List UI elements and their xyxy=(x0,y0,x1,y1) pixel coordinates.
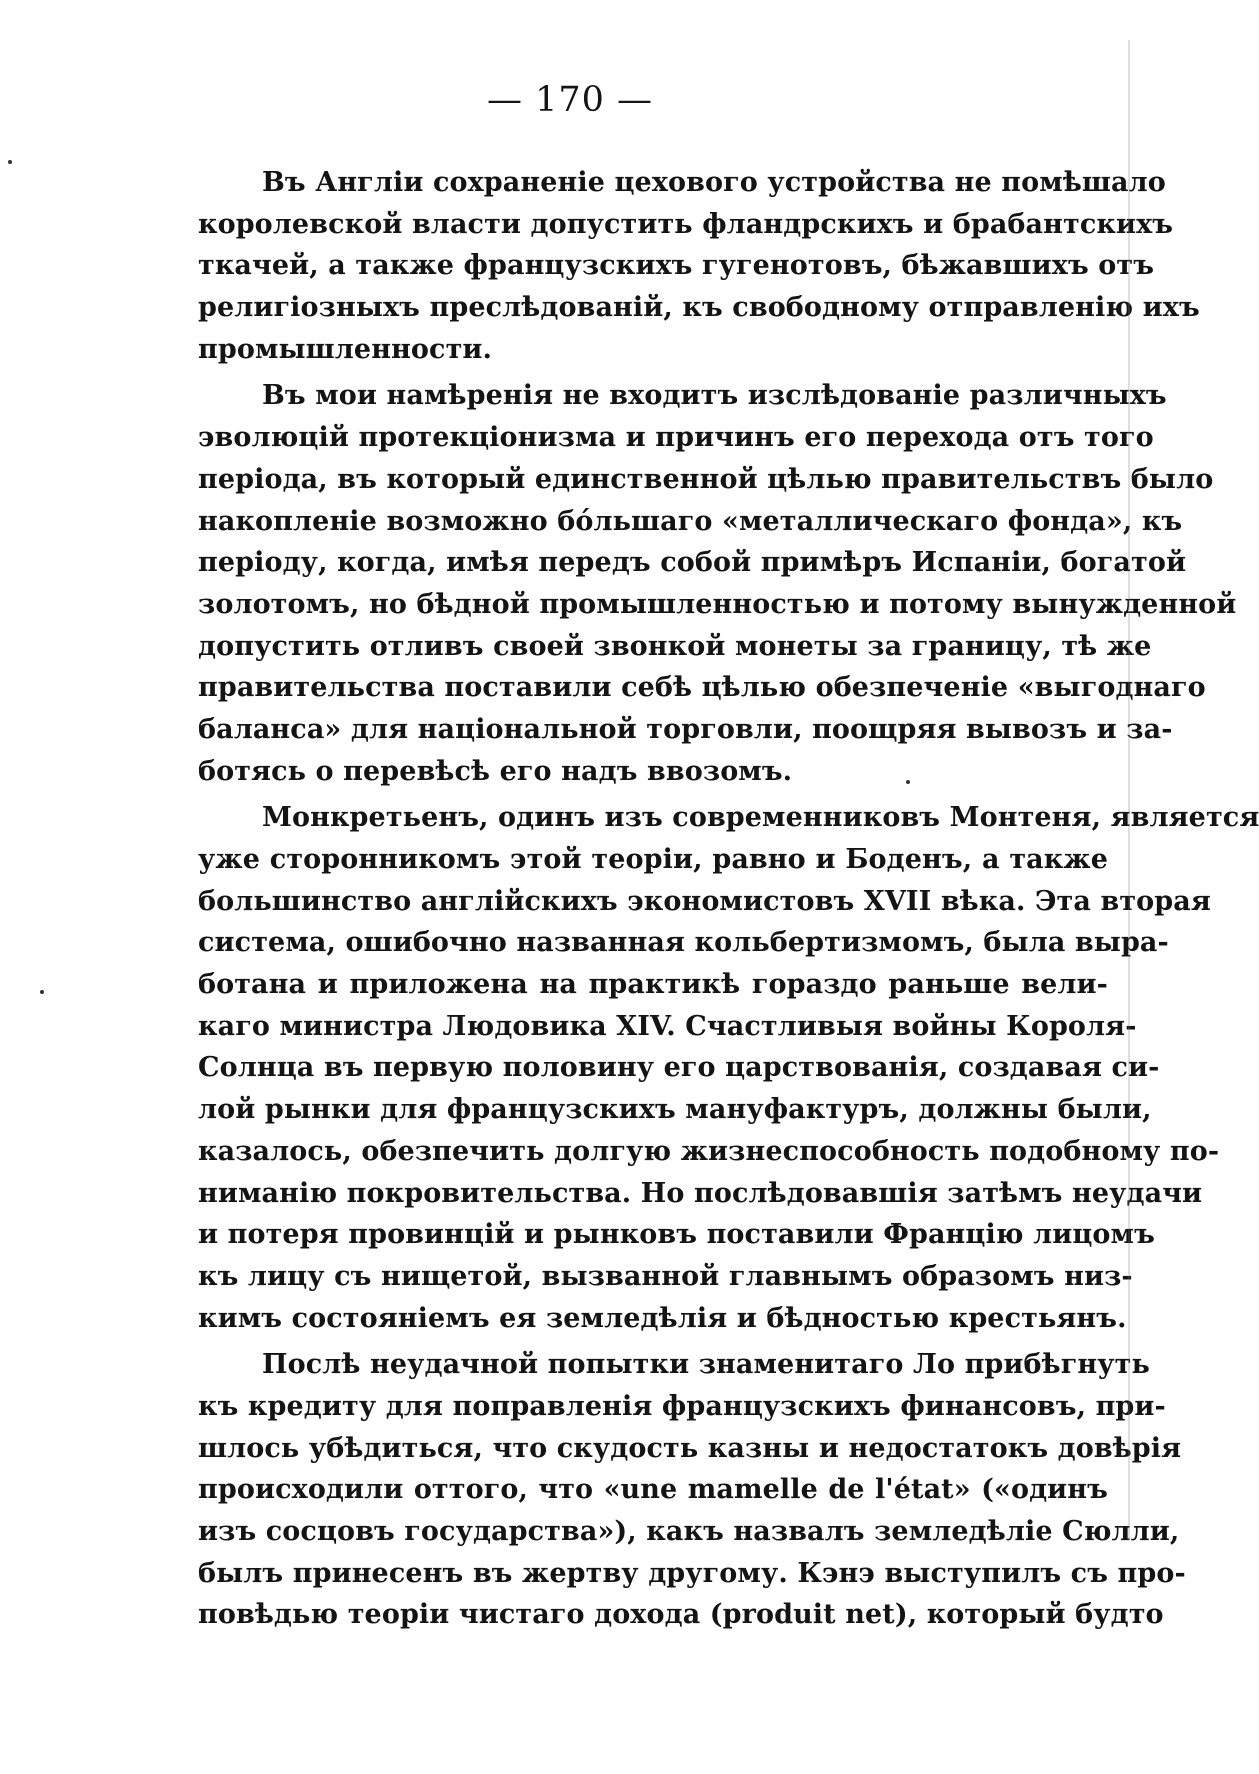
text-line: Въ мои намѣренія не входитъ изслѣдованіе различныхъ xyxy=(262,380,1167,412)
text-line: изъ сосцовъ государства»), какъ назвалъ земледѣліе Сюлли, xyxy=(198,1516,1180,1547)
text-line: религіозныхъ преслѣдованій, къ свободному отправленію ихъ xyxy=(198,292,1200,324)
scan-margin-line xyxy=(1128,40,1130,1540)
text-line: большинство англійскихъ экономистовъ XVII вѣка. Эта вторая xyxy=(198,885,1211,917)
text-line: эволюцій протекціонизма и причинъ его перехода отъ того xyxy=(198,422,1154,454)
text-line: ботясь о перевѣсѣ его надъ ввозомъ. xyxy=(198,755,793,787)
text-line: повѣдью теоріи чистаго дохода (produit net), который будто xyxy=(198,1599,1164,1631)
paragraph-4 xyxy=(198,1344,1186,1636)
text-line: былъ принесенъ въ жертву другому. Кэнэ выступилъ съ про- xyxy=(198,1557,1186,1589)
text-line: Монкретьенъ, одинъ изъ современниковъ Монтеня, является xyxy=(262,802,1259,834)
text-line: Въ Англіи сохраненіе цехового устройства не помѣшало xyxy=(262,167,1166,198)
scan-speck xyxy=(906,780,910,784)
text-line: королевской власти допустить фландрскихъ и брабантскихъ xyxy=(198,208,1174,240)
text-line: Послѣ неудачной попытки знаменитаго Ло прибѣгнуть xyxy=(262,1349,1150,1381)
scan-speck xyxy=(40,990,44,994)
page-number: — 170 — xyxy=(486,80,654,120)
text-line: система, ошибочно названная кольбертизмомъ, была выра- xyxy=(198,927,1169,959)
text-line: уже сторонникомъ этой теоріи, равно и Боденъ, а также xyxy=(198,844,1108,875)
text-line: лой рынки для французскихъ мануфактуръ, должны были, xyxy=(198,1094,1152,1126)
text-line: допустить отливъ своей звонкой монеты за границу, тѣ же xyxy=(198,630,1152,662)
text-line: золотомъ, но бѣдной промышленностью и потому вынужденной xyxy=(198,588,1237,620)
body-text xyxy=(198,162,1259,1641)
text-line: промышленности. xyxy=(198,333,493,365)
paragraph-1 xyxy=(198,162,1200,370)
text-line: кимъ состояніемъ ея земледѣлія и бѣдностью крестьянъ. xyxy=(198,1302,1127,1334)
text-line: Солнца въ первую половину его царствованія, создавая си- xyxy=(198,1052,1160,1084)
text-line: и потеря провинцій и рынковъ поставили Францію лицомъ xyxy=(198,1219,1155,1251)
text-line: шлось убѣдиться, что скудость казны и недостатокъ довѣрія xyxy=(198,1432,1182,1464)
text-line: періоду, когда, имѣя передъ собой примѣръ Испаніи, богатой xyxy=(198,547,1187,579)
text-line: казалось, обезпечить долгую жизнеспособность подобному по- xyxy=(198,1135,1220,1167)
text-line: происходили оттого, что «une mamelle de l'état» («одинъ xyxy=(198,1474,1108,1506)
paragraph-3 xyxy=(198,797,1259,1339)
text-line: къ лицу съ нищетой, вызванной главнымъ образомъ низ- xyxy=(198,1260,1133,1292)
paragraph-2 xyxy=(198,375,1237,792)
text-line: каго министра Людовика XIV. Счастливыя войны Короля- xyxy=(198,1010,1137,1042)
text-line: накопленіе возможно бо́льшаго «металлическаго фонда», къ xyxy=(198,505,1183,537)
text-line: періода, въ который единственной цѣлью правительствъ было xyxy=(198,463,1214,495)
text-line: ниманію покровительства. Но послѣдовавшія затѣмъ неудачи xyxy=(198,1177,1203,1209)
scan-speck xyxy=(8,160,12,164)
text-line: ткачей, а также французскихъ гугенотовъ, бѣжавшихъ отъ xyxy=(198,250,1155,282)
text-line: баланса» для національной торговли, поощряя вывозъ и за- xyxy=(198,713,1173,745)
text-line: правительства поставили себѣ цѣлью обезпеченіе «выгоднаго xyxy=(198,672,1206,704)
text-line: къ кредиту для поправленія французскихъ финансовъ, при- xyxy=(198,1390,1166,1422)
text-line: ботана и приложена на практикѣ гораздо раньше вели- xyxy=(198,969,1108,1001)
